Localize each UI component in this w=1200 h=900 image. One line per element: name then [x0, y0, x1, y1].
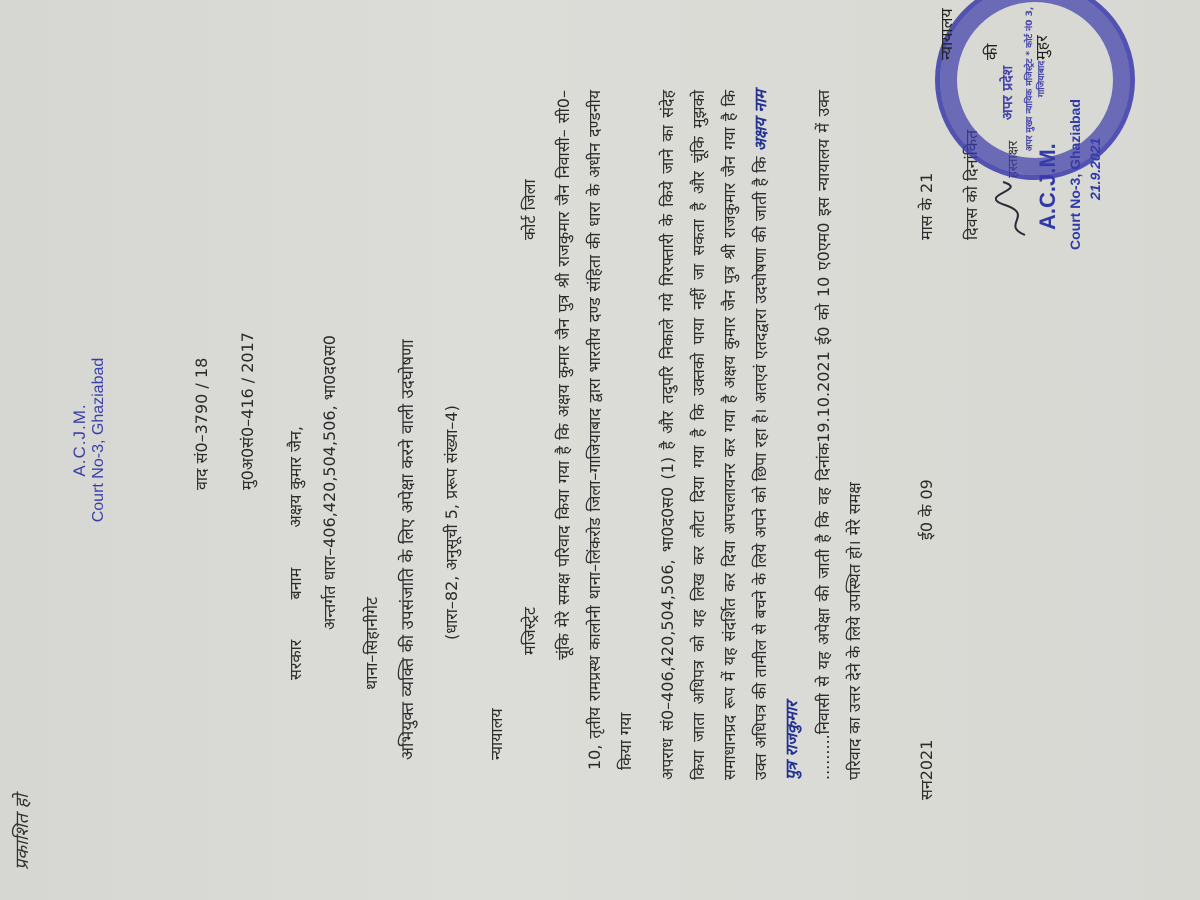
letterhead-line-1: A.C.J.M.: [70, 403, 89, 477]
signature-scribble-icon: [995, 180, 1040, 240]
letterhead-line-2: Court No-3, Ghaziabad: [90, 357, 107, 523]
party-left: सरकार: [286, 639, 305, 680]
paragraph-complaint: चूंकि मेरे समक्ष परिवाद किया गया है कि अक्षय कुमार जैन पुत्र श्री राजकुमार जैन निवासी– सी0–10, तृतीय रामप्रस्थ कालोनी थाना–लिंकरोड जिला–गाजियाबाद द्वारा भारतीय दण्ड संहिता की धारा के अधीन दण्डनीय किया गया: [554, 90, 635, 770]
signature-stamp-court: Court No-3, Ghaziabad: [1067, 99, 1083, 250]
handwritten-insert: अक्षय नाम पुत्र राजकुमार: [751, 89, 801, 780]
court-seal: [935, 0, 1135, 180]
paragraph-warrant: [652, 90, 807, 780]
date-year: सन2021: [917, 739, 936, 800]
case-thana: थाना–सिहानीगेट: [362, 596, 381, 690]
sign-label: हस्ताक्षर: [1005, 140, 1020, 178]
paragraph-appearance: .........निवासी से यह अपेक्षा की जाती है कि वह दिनांक19.10.2021 ई0 को 10 ए0एम0 इस न्यायालय में उक्त परिवाद का उत्तर देने के लिये उपस्थित हो। मेरे समक्ष: [814, 90, 864, 780]
court-letterhead-stamp: [70, 310, 108, 570]
party-right: अक्षय कुमार जैन,: [286, 426, 305, 528]
seal-label-mohar: मुहर: [1032, 35, 1051, 60]
case-number-vaad: वाद सं0–3790 / 18: [192, 357, 211, 490]
court-label-left: न्यायालय: [487, 708, 506, 760]
seal-label-court: न्यायालय: [937, 8, 956, 60]
seal-label-of: की: [982, 43, 1001, 60]
case-number-mua: मु0अ0सं0–416 / 2017: [238, 332, 257, 490]
party-versus: बनाम: [286, 567, 305, 600]
date-e0: ई0 के 09: [917, 479, 936, 540]
document-title: अभियुक्त व्यक्ति की उपसंजाति के लिए अपेक्षा करने वाली उदघोषणा: [398, 339, 418, 760]
case-parties: [284, 260, 306, 680]
handwritten-header-note: प्रकाशित हो: [12, 794, 33, 870]
paragraph-warrant-text: अपराध सं0–406,420,504,506, भा0द0स0 (1) है और तदुपरि निकाले गये गिरफ्तारी के किये जाने का संदेह किया जाता अधिपत्र को यह लिख कर लौटा दिया गया है कि उक्तको पाया नहीं जा सकता है और चूंकि मुझको समाधानप्रद रूप में यह संदर्शित कर दिया अपचलायनर कर गया है अक्षय कुमार जैन पुत्र श्री राजकुमार जैन गया है कि उक्त अधिपत्र की तामील से बचने के लिये अपने को छिपा रहा है। अतएवं एतदद्वारा उदघोषणा की जाती है कि: [658, 90, 770, 780]
signature-date: 21.9.2021: [1087, 137, 1103, 200]
court-label-right: कोर्ट जिला: [520, 179, 539, 240]
case-sections: अन्तर्गत धारा–406,420,504,506, भा0द0स0: [320, 335, 339, 630]
signature-dated-label: दिवस को दिनांकित: [962, 129, 981, 240]
document-subtitle: (धारा–82, अनुसूची 5, प्ररूप संख्या–4): [442, 405, 461, 640]
seal-ring-text: अपर मुख्य न्यायिक मजिस्ट्रेट * कोर्ट नं0 3, गाजियाबाद: [1025, 6, 1047, 152]
seal-center-text: अपर प्रदेश: [1000, 65, 1016, 120]
court-label-magistrate: मजिस्ट्रेट: [520, 607, 539, 655]
signature-stamp-acjm: A.C.J.M.: [1035, 143, 1060, 230]
date-month: मास के 21: [917, 172, 936, 240]
